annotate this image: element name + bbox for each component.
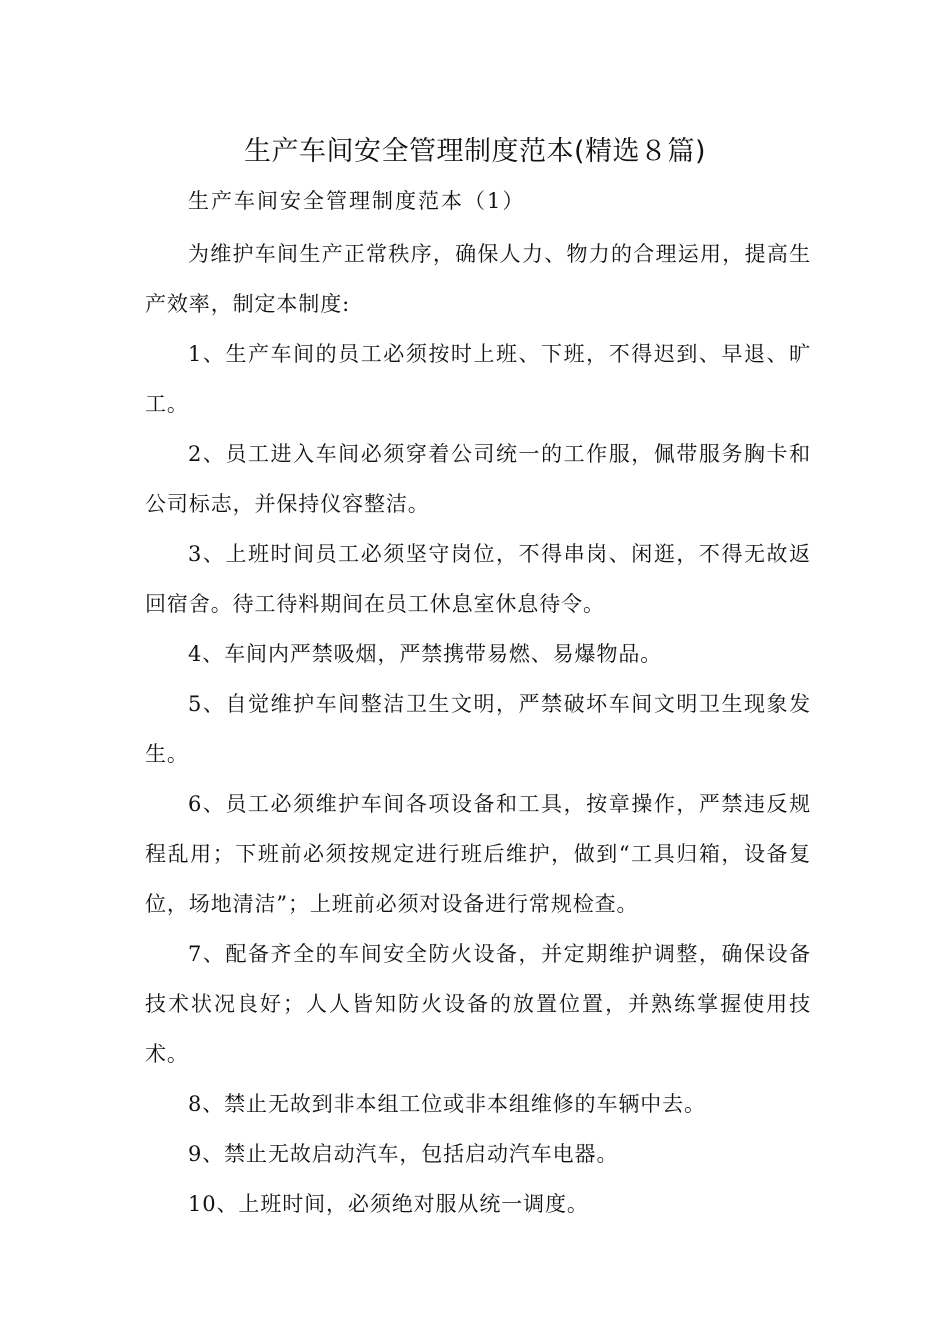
rule-item-3: 3、上班时间员工必须坚守岗位，不得串岗、闲逛，不得无故返回宿舍。待工待料期间在员工休息室休息待令。	[145, 542, 811, 616]
rule-item-8: 8、禁止无故到非本组工位或非本组维修的车辆中去。	[188, 1092, 706, 1116]
rule-item-5: 5、自觉维护车间整洁卫生文明，严禁破坏车间文明卫生现象发生。	[145, 692, 811, 766]
rule-item-2: 2、员工进入车间必须穿着公司统一的工作服，佩带服务胸卡和公司标志，并保持仪容整洁。	[145, 442, 811, 516]
rule-item-1: 1、生产车间的员工必须按时上班、下班，不得迟到、早退、旷工。	[145, 342, 811, 416]
rule-item-6: 6、员工必须维护车间各项设备和工具，按章操作，严禁违反规程乱用；下班前必须按规定进行班后维护，做到“工具归箱，设备复位，场地清洁”；上班前必须对设备进行常规检查。	[145, 792, 811, 916]
rule-item-7: 7、配备齐全的车间安全防火设备，并定期维护调整，确保设备技术状况良好；人人皆知防火设备的放置位置，并熟练掌握使用技术。	[145, 942, 811, 1066]
document-body	[145, 229, 811, 1229]
rule-item-9: 9、禁止无故启动汽车，包括启动汽车电器。	[188, 1142, 619, 1166]
intro-paragraph: 为维护车间生产正常秩序，确保人力、物力的合理运用，提高生产效率，制定本制度:	[145, 242, 811, 316]
rule-item-4: 4、车间内严禁吸烟，严禁携带易燃、易爆物品。	[188, 642, 663, 666]
rule-item-10: 10、上班时间，必须绝对服从统一调度。	[188, 1192, 589, 1216]
section-heading: 生产车间安全管理制度范本（1）	[188, 189, 526, 213]
document-title: 生产车间安全管理制度范本(精选８篇)	[243, 136, 707, 167]
